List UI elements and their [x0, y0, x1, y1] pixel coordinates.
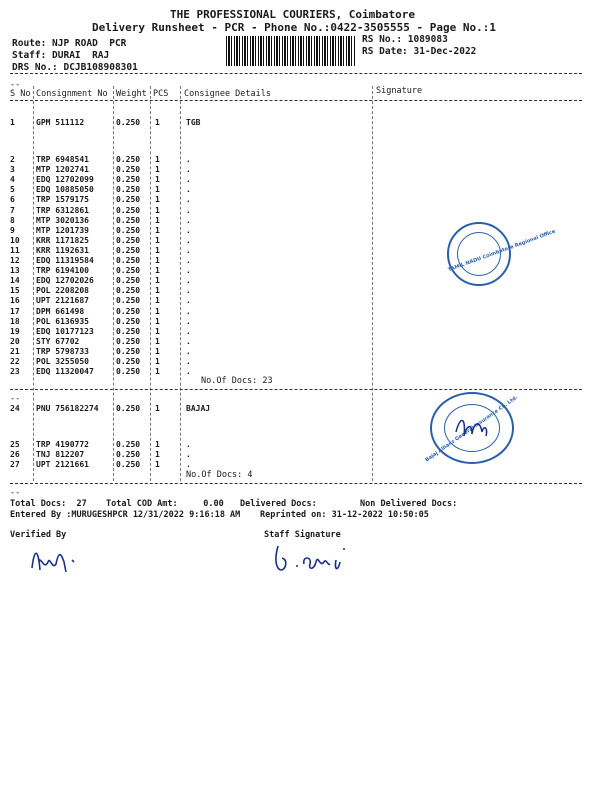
- cell-sno: 18: [10, 316, 20, 326]
- cell-con: .: [186, 306, 191, 316]
- cell-wt: 0.250: [116, 266, 141, 276]
- cell-pcs: 1: [155, 306, 160, 316]
- cell-wt: 0.250: [116, 357, 141, 366]
- cell-wt: 0.250: [116, 118, 141, 127]
- regional-office-stamp: TAMIL NADU Coimbatore Regional Office: [447, 222, 511, 286]
- cell-sno: 21: [10, 346, 20, 356]
- cell-con: .: [186, 367, 191, 377]
- cell-sno: 7: [10, 205, 15, 215]
- cell-pcs: 1: [155, 225, 160, 235]
- cell-wt: 0.250: [116, 346, 141, 356]
- company-title: THE PROFESSIONAL COURIERS, Coimbatore: [170, 8, 416, 21]
- cell-cno: EDQ 12702099: [36, 175, 94, 185]
- cell-wt: 0.250: [116, 245, 141, 255]
- cell-con: .: [186, 266, 191, 276]
- cell-con: .: [186, 165, 191, 175]
- staff-signature-label: Staff Signature: [264, 530, 341, 540]
- cell-cno: EDQ 12702026: [36, 276, 94, 286]
- cell-con: .: [186, 316, 191, 326]
- insurance-stamp: Bajaj Allianz General Insurance Co. Ltd.: [430, 392, 514, 464]
- cell-cno: POL 3255050: [36, 357, 89, 366]
- cell-sno: 4: [10, 175, 15, 185]
- cell-wt: 0.250: [116, 404, 141, 413]
- cell-pcs: 1: [155, 235, 160, 245]
- cell-con: .: [186, 205, 191, 215]
- runsheet-subtitle: Delivery Runsheet - PCR - Phone No.:0422-3505555 - Page No.:1: [92, 21, 496, 34]
- reprinted-on: Reprinted on: 31-12-2022 10:50:05: [260, 510, 429, 520]
- cell-cno: TNJ 812207: [36, 450, 85, 459]
- cell-con: .: [186, 336, 191, 346]
- rs-number: RS No.: 1089083: [362, 34, 448, 45]
- cell-pcs: 1: [155, 195, 160, 205]
- cell-cno: EDQ 11320047: [36, 367, 94, 377]
- col-signature: Signature: [376, 86, 423, 96]
- cell-cno: TRP 1579175: [36, 195, 89, 205]
- cell-wt: 0.250: [116, 175, 141, 185]
- cell-con: .: [186, 286, 191, 296]
- cell-pcs: 1: [155, 185, 160, 195]
- verified-by-label: Verified By: [10, 530, 67, 540]
- cell-wt: 0.250: [116, 316, 141, 326]
- cell-sno: 5: [10, 185, 15, 195]
- cell-con: .: [186, 185, 191, 195]
- cell-con: .: [186, 225, 191, 235]
- col-consignment: Consignment No: [36, 89, 108, 99]
- cell-pcs: 1: [155, 276, 160, 286]
- cell-wt: 0.250: [116, 205, 141, 215]
- delivered-docs: Delivered Docs:: [240, 499, 317, 509]
- cell-sno: 8: [10, 215, 15, 225]
- cell-pcs: 1: [155, 326, 160, 336]
- cell-cno: STY 67702: [36, 336, 80, 346]
- separator-mark: --: [10, 488, 21, 498]
- cell-wt: 0.250: [116, 367, 141, 377]
- cell-wt: 0.250: [116, 460, 141, 469]
- cell-cno: TRP 6194100: [36, 266, 89, 276]
- cell-sno: 20: [10, 336, 20, 346]
- cell-con: .: [186, 450, 191, 459]
- cell-sno: 12: [10, 256, 20, 265]
- cell-con: .: [186, 326, 191, 336]
- cell-sno: 14: [10, 276, 20, 286]
- cell-cno: GPM 511112: [36, 118, 85, 127]
- cell-wt: 0.250: [116, 165, 141, 175]
- cell-cno: KRR 1192631: [36, 245, 89, 255]
- total-docs: Total Docs: 27: [10, 499, 87, 509]
- cell-con: .: [186, 215, 191, 225]
- cell-sno: 17: [10, 306, 20, 316]
- cell-cno: MTP 1201739: [36, 225, 89, 235]
- cell-wt: 0.250: [116, 256, 141, 265]
- cell-con: .: [186, 245, 191, 255]
- cell-wt: 0.250: [116, 286, 141, 296]
- cell-wt: 0.250: [116, 215, 141, 225]
- rs-date: RS Date: 31-Dec-2022: [362, 46, 477, 57]
- col-pcs: PCS: [153, 89, 169, 99]
- cell-sno: 13: [10, 266, 20, 276]
- cell-wt: 0.250: [116, 235, 141, 245]
- cell-cno: UPT 2121661: [36, 460, 89, 469]
- group1-doc-count: No.Of Docs: 23: [201, 376, 273, 386]
- cell-con: .: [186, 235, 191, 245]
- cell-con: TGB: [186, 118, 201, 127]
- cell-pcs: 1: [155, 367, 160, 377]
- cell-pcs: 1: [155, 286, 160, 296]
- cell-pcs: 1: [155, 296, 160, 306]
- cell-pcs: 1: [155, 175, 160, 185]
- cell-cno: POL 2208208: [36, 286, 89, 296]
- cell-sno: 2: [10, 155, 15, 164]
- cell-cno: EDQ 11319584: [36, 256, 94, 265]
- cell-cno: MTP 3020136: [36, 215, 89, 225]
- cell-con: .: [186, 256, 191, 265]
- cell-sno: 3: [10, 165, 15, 175]
- cell-pcs: 1: [155, 266, 160, 276]
- cell-sno: 15: [10, 286, 20, 296]
- route-line: Route: NJP ROAD PCR: [12, 38, 127, 49]
- cell-sno: 19: [10, 326, 20, 336]
- cell-con: .: [186, 357, 191, 366]
- cell-pcs: 1: [155, 245, 160, 255]
- cell-cno: TRP 4190772: [36, 440, 89, 449]
- cell-con: .: [186, 175, 191, 185]
- cell-sno: 16: [10, 296, 20, 306]
- cell-con: .: [186, 155, 191, 164]
- col-sno: S No: [10, 89, 31, 99]
- cell-cno: TRP 6948541: [36, 155, 89, 164]
- cell-wt: 0.250: [116, 440, 141, 449]
- cell-pcs: 1: [155, 165, 160, 175]
- cell-con: .: [186, 296, 191, 306]
- cell-pcs: 1: [155, 357, 160, 366]
- cell-cno: UPT 2121687: [36, 296, 89, 306]
- cell-wt: 0.250: [116, 336, 141, 346]
- cell-con: .: [186, 195, 191, 205]
- cell-pcs: 1: [155, 215, 160, 225]
- cell-cno: TRP 6312861: [36, 205, 89, 215]
- cell-sno: 23: [10, 367, 20, 377]
- cell-sno: 11: [10, 245, 20, 255]
- cell-wt: 0.250: [116, 195, 141, 205]
- col-consignee: Consignee Details: [184, 89, 271, 99]
- cell-wt: 0.250: [116, 185, 141, 195]
- cell-con: .: [186, 346, 191, 356]
- cell-wt: 0.250: [116, 450, 141, 459]
- verified-signature: [28, 540, 88, 580]
- cell-pcs: 1: [155, 450, 160, 459]
- cell-cno: POL 6136935: [36, 316, 89, 326]
- cell-pcs: 1: [155, 460, 160, 469]
- cell-sno: 26: [10, 450, 20, 459]
- cell-cno: PNU 756182274: [36, 404, 99, 413]
- cell-cno: EDQ 10177123: [36, 326, 94, 336]
- separator-mark: --: [10, 394, 21, 404]
- cell-cno: EDQ 10885050: [36, 185, 94, 195]
- total-cod: Total COD Amt: 0.00: [106, 499, 224, 509]
- staff-signature: [272, 540, 362, 576]
- cell-con: .: [186, 460, 191, 469]
- col-weight: Weight: [116, 89, 147, 99]
- cell-cno: KRR 1171825: [36, 235, 89, 245]
- cell-cno: TRP 5798733: [36, 346, 89, 356]
- cell-pcs: 1: [155, 256, 160, 265]
- cell-pcs: 1: [155, 316, 160, 326]
- staff-line: Staff: DURAI RAJ: [12, 50, 110, 61]
- cell-pcs: 1: [155, 336, 160, 346]
- drs-number: DRS No.: DCJB108908301: [12, 62, 138, 73]
- barcode: [226, 36, 356, 66]
- cell-sno: 9: [10, 225, 15, 235]
- cell-wt: 0.250: [116, 225, 141, 235]
- cell-con: .: [186, 440, 191, 449]
- entered-by: Entered By :MURUGESHPCR 12/31/2022 9:16:18 AM: [10, 510, 241, 520]
- cell-wt: 0.250: [116, 155, 141, 164]
- cell-sno: 25: [10, 440, 20, 449]
- cell-con: BAJAJ: [186, 404, 211, 413]
- cell-sno: 6: [10, 195, 15, 205]
- cell-cno: MTP 1202741: [36, 165, 89, 175]
- cell-pcs: 1: [155, 346, 160, 356]
- cell-sno: 10: [10, 235, 20, 245]
- separator-mark: --: [10, 80, 21, 90]
- cell-sno: 1: [10, 118, 15, 127]
- cell-wt: 0.250: [116, 306, 141, 316]
- cell-wt: 0.250: [116, 326, 141, 336]
- cell-wt: 0.250: [116, 296, 141, 306]
- cell-pcs: 1: [155, 440, 160, 449]
- cell-pcs: 1: [155, 205, 160, 215]
- non-delivered-docs: Non Delivered Docs:: [360, 499, 458, 509]
- group2-doc-count: No.Of Docs: 4: [186, 470, 253, 480]
- cell-pcs: 1: [155, 404, 160, 413]
- cell-sno: 24: [10, 404, 20, 413]
- cell-sno: 27: [10, 460, 20, 469]
- cell-pcs: 1: [155, 155, 160, 164]
- cell-cno: DPM 661498: [36, 306, 85, 316]
- cell-con: .: [186, 276, 191, 286]
- cell-pcs: 1: [155, 118, 160, 127]
- cell-wt: 0.250: [116, 276, 141, 286]
- cell-sno: 22: [10, 357, 20, 366]
